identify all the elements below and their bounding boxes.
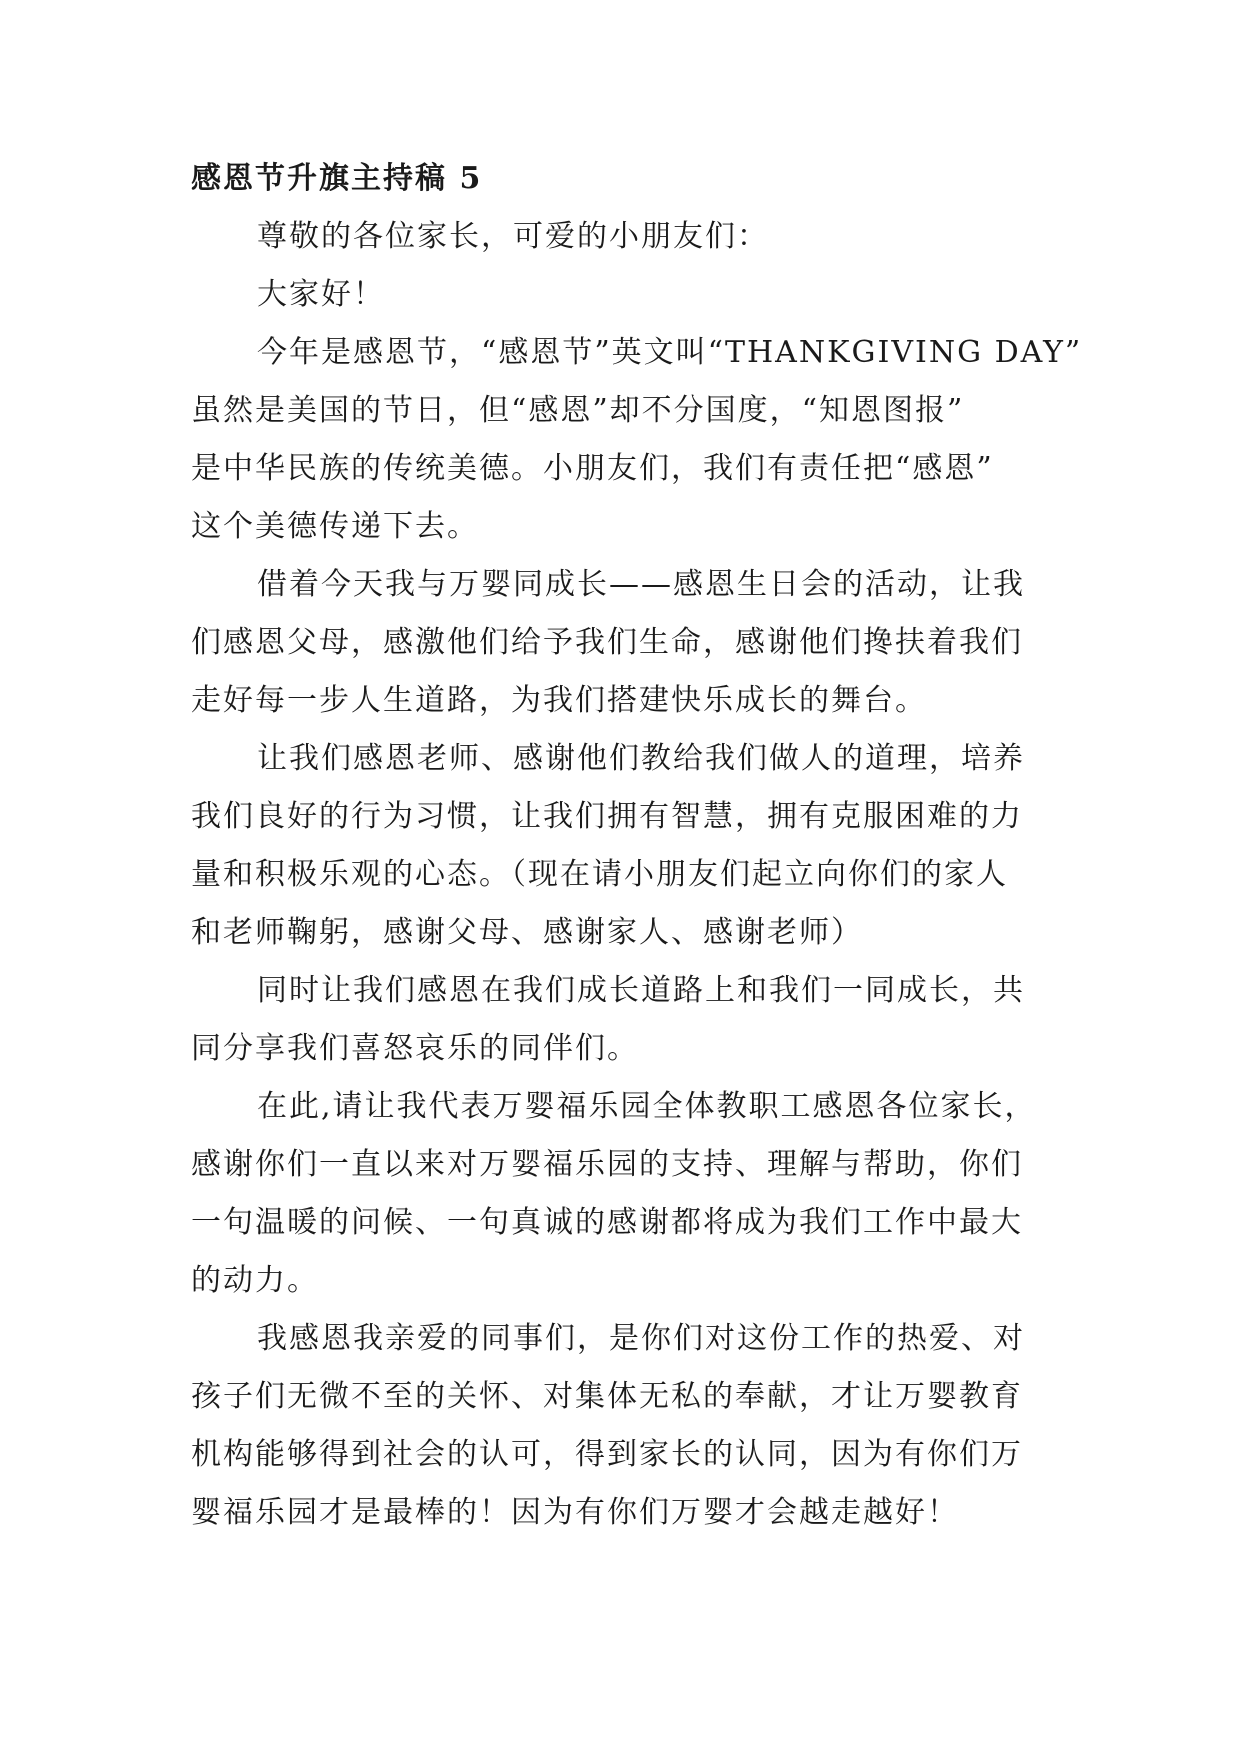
- text-line: 机构能够得到社会的认可，得到家长的认同，因为有你们万: [191, 1437, 1023, 1472]
- text-line: 我感恩我亲爱的同事们，是你们对这份工作的热爱、对: [257, 1321, 1025, 1356]
- text-line: 是中华民族的传统美德。小朋友们，我们有责任把“感恩”: [191, 451, 994, 486]
- text-line: 大家好！: [257, 277, 385, 312]
- text-line: 孩子们无微不至的关怀、对集体无私的奉献，才让万婴教育: [191, 1379, 1023, 1414]
- text-line: 今年是感恩节，“感恩节”英文叫“THANKGIVING DAY”: [257, 335, 1083, 370]
- text-line: 借着今天我与万婴同成长——感恩生日会的活动，让我: [257, 567, 1025, 602]
- text-line: 虽然是美国的节日，但“感恩”却不分国度，“知恩图报”: [191, 393, 965, 428]
- text-line: 这个美德传递下去。: [191, 509, 479, 544]
- text-line: 感谢你们一直以来对万婴福乐园的支持、理解与帮助，你们: [191, 1147, 1023, 1182]
- text-line: 们感恩父母，感激他们给予我们生命，感谢他们搀扶着我们: [191, 625, 1023, 660]
- text-line: 婴福乐园才是最棒的！因为有你们万婴才会越走越好！: [191, 1495, 959, 1530]
- paragraph-hello: [191, 266, 1051, 324]
- text-line: 量和积极乐观的心态。（现在请小朋友们起立向你们的家人: [191, 857, 1008, 892]
- text-line: 让我们感恩老师、感谢他们教给我们做人的道理，培养: [257, 741, 1025, 776]
- text-line: 的动力。: [191, 1263, 319, 1298]
- document-page: [191, 150, 1083, 1542]
- paragraph-greeting: [191, 208, 1051, 266]
- text-line: 在此,请让我代表万婴福乐园全体教职工感恩各位家长，: [257, 1089, 1037, 1124]
- text-line: 尊敬的各位家长，可爱的小朋友们：: [257, 219, 769, 254]
- text-line: 一句温暖的问候、一句真诚的感谢都将成为我们工作中最大: [191, 1205, 1023, 1240]
- paragraph-thank-parents: [191, 556, 1051, 730]
- text-line: 走好每一步人生道路，为我们搭建快乐成长的舞台。: [191, 683, 927, 718]
- paragraph-thank-families: [191, 1078, 1051, 1310]
- paragraph-thank-teachers: [191, 730, 1051, 962]
- document-title: 感恩节升旗主持稿 5: [191, 161, 483, 196]
- paragraph-thank-colleagues: [191, 1310, 1051, 1542]
- paragraph-thank-companions: [191, 962, 1051, 1078]
- text-line: 同时让我们感恩在我们成长道路上和我们一同成长，共: [257, 973, 1025, 1008]
- text-line: 同分享我们喜怒哀乐的同伴们。: [191, 1031, 639, 1066]
- text-line: 和老师鞠躬，感谢父母、感谢家人、感谢老师）: [191, 915, 863, 950]
- text-line: 我们良好的行为习惯，让我们拥有智慧，拥有克服困难的力: [191, 799, 1023, 834]
- paragraph-thanksgiving-intro: [191, 324, 1083, 556]
